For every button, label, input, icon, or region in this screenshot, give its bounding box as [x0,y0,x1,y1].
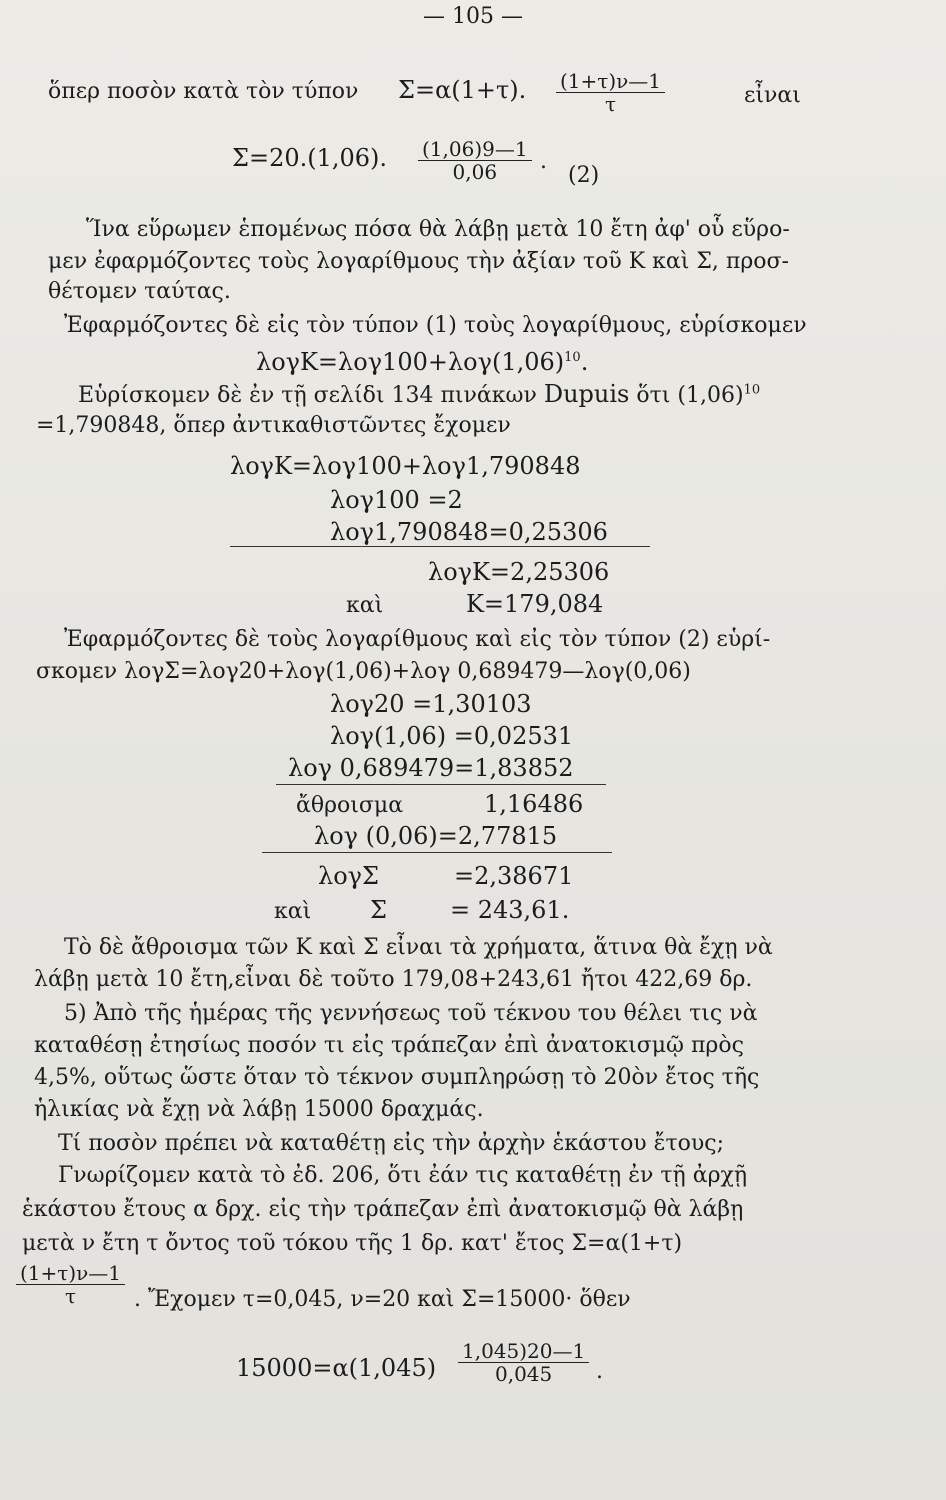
calc-line: λογ (0,06)=2,77815 [314,822,558,850]
calc-line: λογΚ=λογ100+λογ1,790848 [230,452,581,480]
calc-line: λογ20 =1,30103 [330,690,532,718]
fraction-denominator: 0,045 [494,1362,553,1386]
calc-word: καὶ [346,593,384,618]
sum-rule [276,784,606,785]
equation-punct: . [596,1359,603,1384]
calc-result: =2,38671 [454,862,574,890]
text-line: . Ἔχομεν τ=0,045, ν=20 καὶ Σ=15000· ὅθεν [134,1287,631,1312]
text-line: 4,5%, οὕτως ὥστε ὅταν τὸ τέκνον συμπληρώσῃ τὸ 20ὸν ἔτος τῆς [34,1065,760,1090]
equation [256,348,588,376]
calc-result: = 243,61. [450,896,570,924]
calc-word: ἄθροισμα [296,793,404,818]
text-line: Τί ποσὸν πρέπει νὰ καταθέτῃ εἰς τὴν ἀρχὴν ἑκάστου ἔτους; [58,1131,725,1156]
equation-number: (2) [568,163,600,188]
calc-label: Σ [370,896,387,924]
calc-value: 1,16486 [484,790,584,818]
text-line: Ἐφαρμόζοντες δὲ τοὺς λογαρίθμους καὶ εἰς τὸν τύπον (2) εὑρί- [64,627,771,652]
text-line: καταθέσῃ ἐτησίως ποσόν τι εἰς τράπεζαν ἐπὶ ἀνατοκισμῷ πρὸς [34,1033,744,1058]
text-line: μεν ἐφαρμόζοντες τοὺς λογαρίθμους τὴν ἀξίαν τοῦ Κ καὶ Σ, προσ- [48,249,789,274]
equation-punct: . [580,348,589,376]
fraction-numerator: (1+τ)ν—1 [556,70,665,93]
text-line: ἡλικίας νὰ ἔχῃ νὰ λάβῃ 15000 δραχμάς. [34,1097,484,1122]
text-line: 5) Ἀπὸ τῆς ἡμέρας τῆς γεννήσεως τοῦ τέκνου του θέλει τις νὰ [64,1001,758,1026]
fraction-numerator: 1,045)20—1 [458,1340,589,1363]
text-line: ἑκάστου ἔτους α δρχ. εἰς τὴν τράπεζαν ἐπὶ ἀνατοκισμῷ θὰ λάβῃ [22,1197,744,1222]
text-line: θέτομεν ταύτας. [48,279,231,304]
calc-word: καὶ [274,899,312,924]
sum-rule [262,852,612,853]
fraction-numerator: (1+τ)ν—1 [16,1262,125,1285]
calc-label: λογΣ [318,862,379,890]
calc-line: λογ100 =2 [330,486,463,514]
fraction [458,1340,589,1385]
fraction-denominator: τ [64,1284,77,1308]
page-number: — 105 — [423,4,523,29]
text-line: Τὸ δὲ ἄθροισμα τῶν Κ καὶ Σ εἶναι τὰ χρήματα, ἅτινα θὰ ἔχῃ νὰ [64,935,773,960]
text-line: ὅπερ ποσὸν κατὰ τὸν τύπον [48,79,359,104]
equation: 15000=α(1,045) [236,1354,437,1382]
sum-rule [230,546,650,547]
author-name: Dupuis [543,380,630,408]
text-segment: Εὑρίσκομεν δὲ ἐν τῇ σελίδι 134 πινάκων [78,383,537,408]
text-line [78,380,760,410]
calc-line: λογ(1,06) =0,02531 [330,722,574,750]
exponent: 10 [564,350,581,365]
formula: Σ=α(1+τ). [398,76,527,104]
fraction [418,138,532,183]
formula-punct: . [540,149,547,174]
text-segment: ὅτι (1,06) [636,383,744,408]
text-line: Γνωρίζομεν κατὰ τὸ ἐδ. 206, ὅτι ἐάν τις καταθέτῃ ἐν τῇ ἀρχῇ [58,1163,748,1188]
text-line: μετὰ ν ἔτη τ ὄντος τοῦ τόκου τῆς 1 δρ. κατ' ἔτος Σ=α(1+τ) [22,1231,683,1256]
text-line: =1,790848, ὅπερ ἀντικαθιστῶντες ἔχομεν [36,413,511,438]
calc-line: λογ1,790848=0,25306 [330,518,608,546]
fraction [16,1262,125,1307]
formula: Σ=20.(1,06). [232,144,388,172]
fraction-numerator: (1,06)9—1 [418,138,532,161]
text-line: σκομεν λογΣ=λογ20+λογ(1,06)+λογ 0,689479—λογ(0,06) [36,659,691,684]
fraction [556,70,665,115]
text-line: Ἐφαρμόζοντες δὲ εἰς τὸν τύπον (1) τοὺς λογαρίθμους, εὑρίσκομεν [64,313,807,338]
fraction-denominator: 0,06 [452,160,498,184]
fraction-denominator: τ [604,92,617,116]
text-line: λάβῃ μετὰ 10 ἔτη,εἶναι δὲ τοῦτο 179,08+243,61 ἤτοι 422,69 δρ. [34,967,753,992]
calc-result: Κ=179,084 [466,590,604,618]
text-line: εἶναι [744,83,801,108]
text-line: Ἵνα εὕρωμεν ἑπομένως πόσα θὰ λάβῃ μετὰ 10 ἔτη ἀφ' οὗ εὕρο- [86,217,790,242]
calc-line: λογ 0,689479=1,83852 [288,754,574,782]
calc-result: λογΚ=2,25306 [428,558,610,586]
equation-text: λογΚ=λογ100+λογ(1,06) [256,348,565,376]
exponent: 10 [743,382,761,398]
